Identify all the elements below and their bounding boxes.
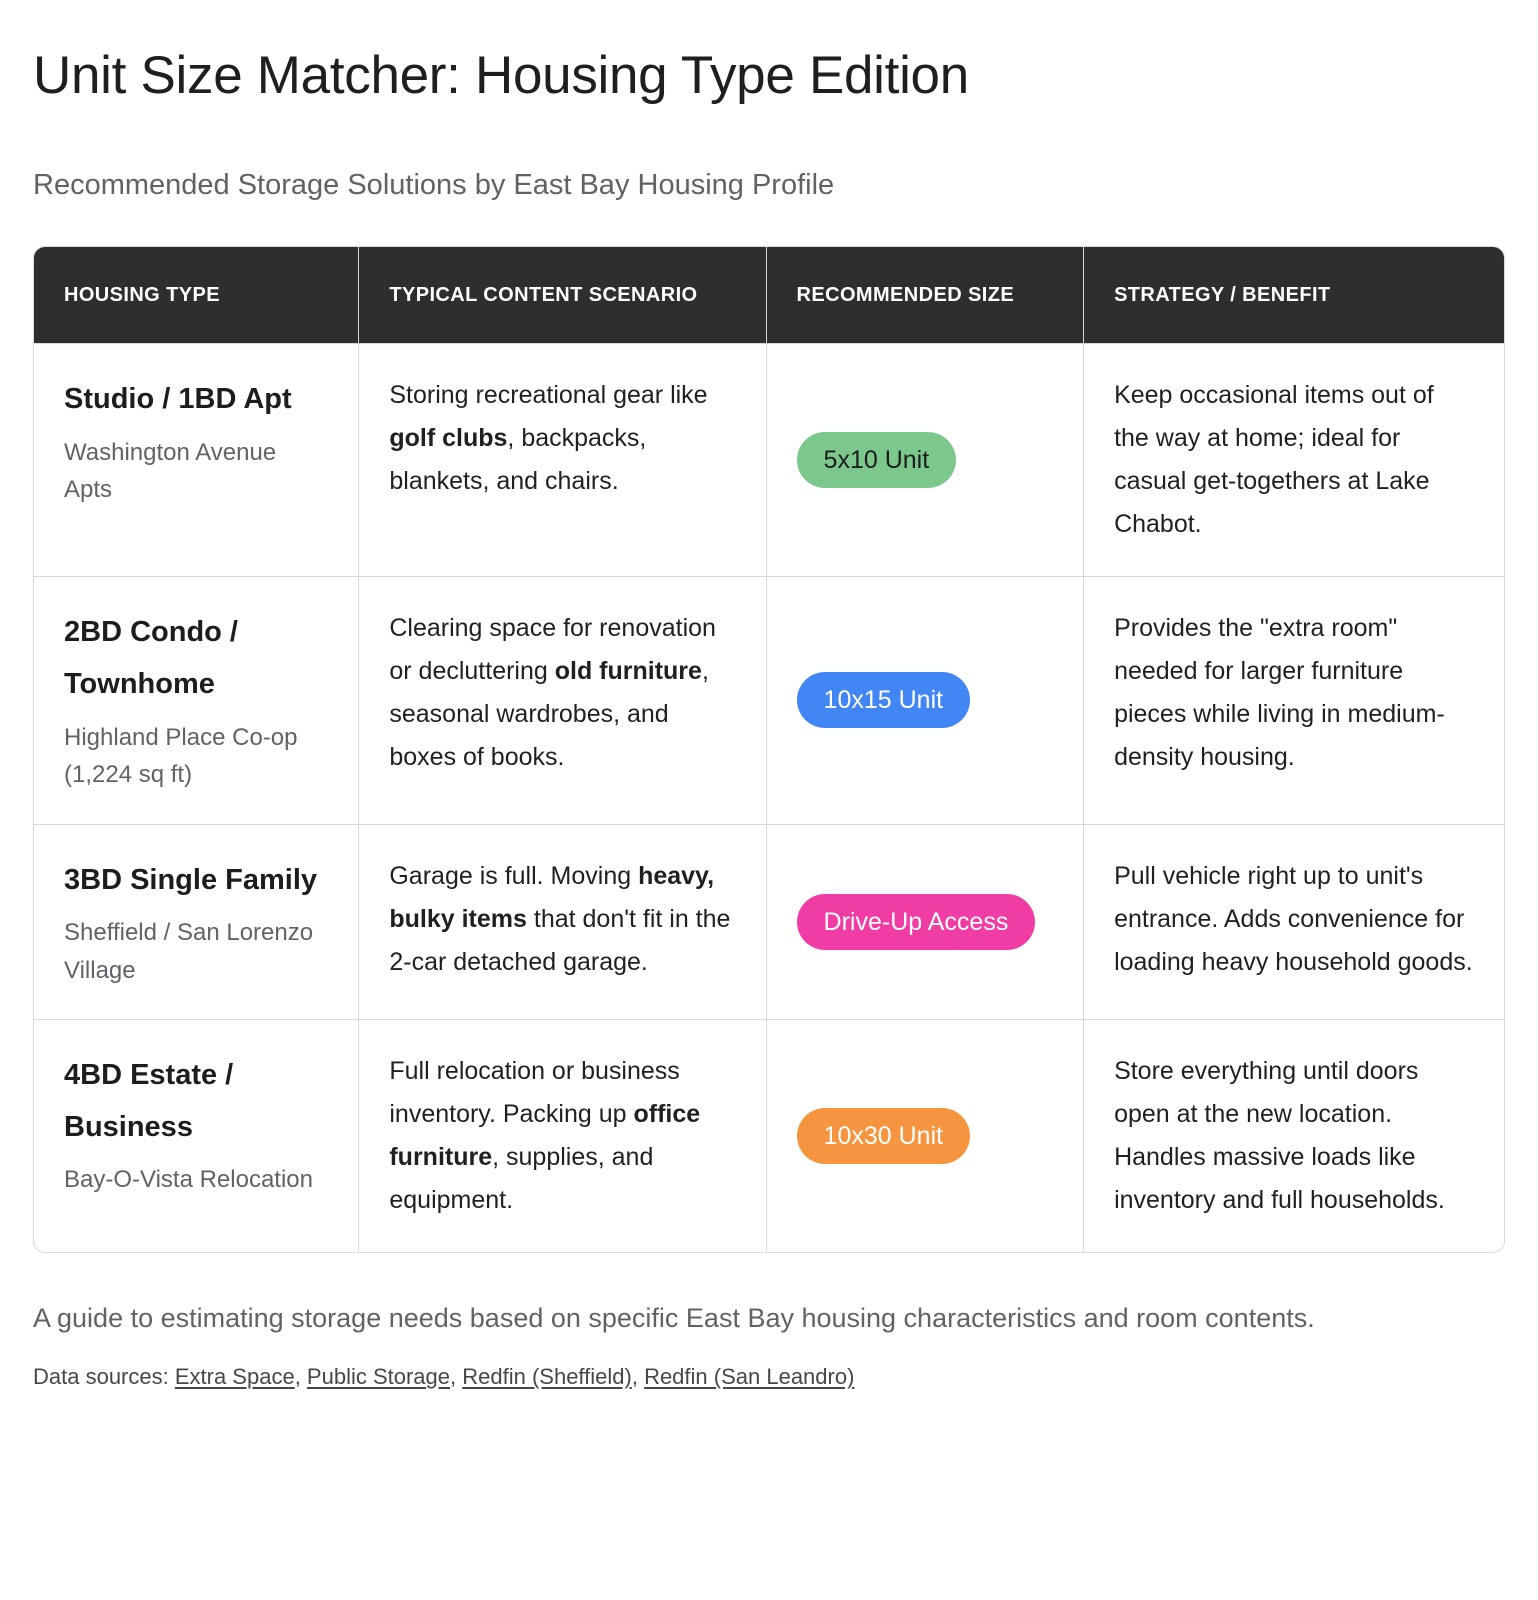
scenario-text: Clearing space for renovation or decluttering [389,614,716,686]
housing-subtitle-label: Highland Place Co-op (1,224 sq ft) [64,723,298,789]
scenario-text: that don't fit in the 2-car detached garage. [389,904,731,976]
scenario-bold-text: golf clubs [389,424,508,453]
recommended-size-cell [766,824,1084,1019]
scenario-text: Full relocation or business inventory. Packing up [389,1057,680,1129]
scenario-cell [359,577,766,824]
table-row [34,1020,1504,1253]
table-row [34,577,1504,824]
scenario-text: , backpacks, blankets, and chairs. [389,424,647,496]
source-separator: , [294,1364,307,1390]
table-caption: A guide to estimating storage needs based on specific East Bay housing characteristics and room contents. [33,1303,1315,1334]
strategy-cell: Provides the "extra room" needed for larger furniture pieces while living in medium-density housing. [1084,577,1504,824]
table-row [34,824,1504,1019]
housing-type-cell [34,824,359,1019]
strategy-cell: Keep occasional items out of the way at home; ideal for casual get-togethers at Lake Chabot. [1084,344,1504,577]
housing-type-label: 4BD Estate / Business [64,1059,234,1143]
strategy-cell: Store everything until doors open at the new location. Handles massive loads like inventory and full households. [1084,1020,1504,1253]
housing-subtitle-label: Bay-O-Vista Relocation [64,1166,313,1194]
recommended-size-badge: 10x30 Unit [797,1108,971,1164]
recommended-size-cell [766,344,1084,577]
scenario-cell [359,1020,766,1253]
source-link-redfin-sheffield[interactable]: Redfin (Sheffield) [462,1364,632,1390]
housing-subtitle-label: Sheffield / San Lorenzo Village [64,919,314,984]
source-separator: , [631,1364,645,1390]
housing-type-cell [34,1020,359,1253]
housing-type-cell [34,344,359,577]
recommended-size-cell [766,1020,1084,1253]
scenario-text: , seasonal wardrobes, and boxes of books. [389,657,709,772]
scenario-bold-text: old furniture [554,657,702,686]
data-sources-prefix: Data sources: [33,1364,175,1390]
recommended-size-cell [766,577,1084,824]
housing-type-label: 3BD Single Family [64,863,318,896]
recommended-size-badge: Drive-Up Access [797,894,1036,950]
column-header-strategy-benefit: STRATEGY / BENEFIT [1084,247,1504,344]
column-header-content-scenario: TYPICAL CONTENT SCENARIO [359,247,766,344]
recommended-size-badge: 10x15 Unit [797,672,971,728]
recommended-size-badge: 5x10 Unit [797,432,957,488]
column-header-recommended-size: RECOMMENDED SIZE [766,247,1084,344]
source-separator: , [450,1364,463,1390]
housing-subtitle-label: Washington Avenue Apts [64,439,277,504]
scenario-text: , supplies, and equipment. [389,1143,654,1215]
scenario-bold-text: heavy, bulky items [389,861,715,933]
scenario-text: Storing recreational gear like [389,381,708,410]
unit-size-table [33,246,1505,1253]
scenario-cell [359,344,766,577]
housing-type-cell [34,577,359,824]
page-title: Unit Size Matcher: Housing Type Edition [33,46,969,105]
strategy-cell: Pull vehicle right up to unit's entrance. Adds convenience for loading heavy household goods. [1084,824,1504,1019]
scenario-cell [359,824,766,1019]
table-header-row [34,247,1504,344]
page-subtitle: Recommended Storage Solutions by East Bay Housing Profile [33,168,835,201]
table-row [34,344,1504,577]
housing-type-label: 2BD Condo / Townhome [64,616,238,701]
source-link-extra-space[interactable]: Extra Space [174,1364,295,1390]
source-link-public-storage[interactable]: Public Storage [306,1364,451,1390]
data-sources-line [33,1363,1505,1392]
source-link-redfin-san-leandro[interactable]: Redfin (San Leandro) [644,1364,855,1390]
housing-type-label: Studio / 1BD Apt [64,383,292,416]
scenario-text: Garage is full. Moving [389,861,639,890]
column-header-housing-type: HOUSING TYPE [34,247,359,344]
scenario-bold-text: office furniture [389,1100,701,1172]
